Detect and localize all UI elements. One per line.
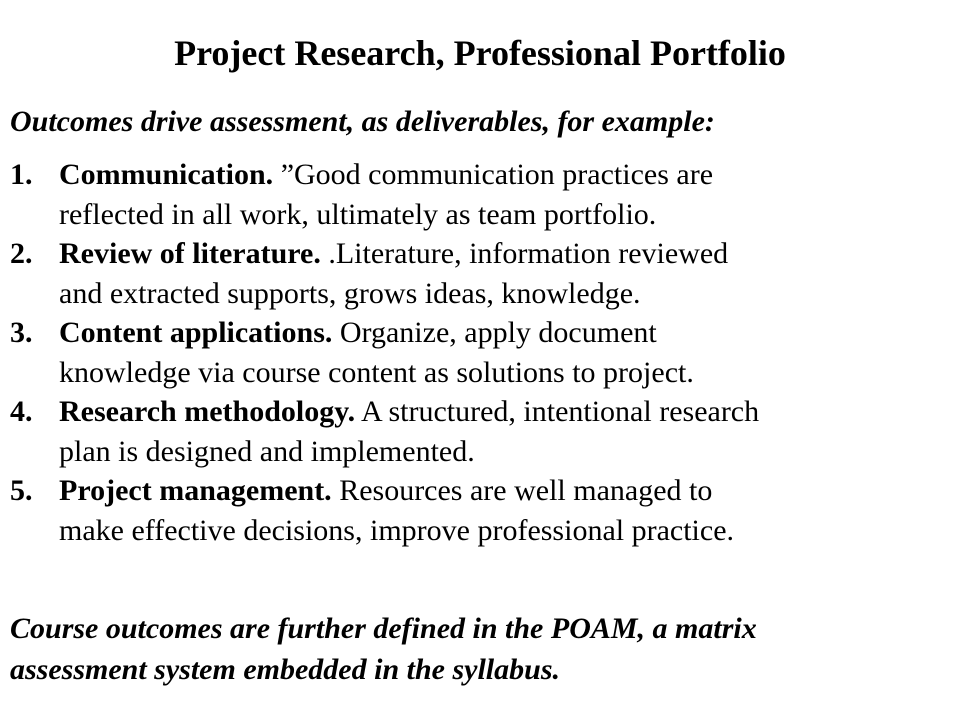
outcome-label: Research methodology. <box>59 395 356 428</box>
outcome-number: 4. <box>10 395 33 428</box>
outcome-text-line1: .Literature, information reviewed <box>320 237 729 270</box>
outcome-label: Communication. <box>59 158 274 191</box>
outcome-item-research-methodology <box>10 392 950 471</box>
outcome-item-project-management <box>10 471 950 550</box>
slide-title: Project Research, Professional Portfolio <box>174 33 786 73</box>
outro-line1: Course outcomes are further defined in the POAM, a matrix <box>10 612 757 645</box>
outcome-label: Review of literature. <box>59 237 321 270</box>
intro-text: Outcomes drive assessment, as deliverables, for example: <box>10 105 715 138</box>
outcome-text-line1: Resources are well managed to <box>331 474 713 507</box>
outcome-number: 3. <box>10 316 33 349</box>
outcome-text-line1: A structured, intentional research <box>355 395 760 428</box>
outcome-label: Content applications. <box>59 316 333 349</box>
outcome-text-line2: and extracted supports, grows ideas, knowledge. <box>59 276 641 310</box>
outcomes-list <box>10 155 950 550</box>
outcome-number: 2. <box>10 237 33 270</box>
outcome-number: 1. <box>10 158 33 191</box>
outcome-text-line2: reflected in all work, ultimately as team portfolio. <box>59 197 657 231</box>
outcome-item-content-applications <box>10 313 950 392</box>
outro-line2: assessment system embedded in the syllabus. <box>10 653 560 686</box>
outcome-text-line1: ”Good communication practices are <box>273 158 714 191</box>
outcome-label: Project management. <box>59 474 332 507</box>
outcome-item-communication <box>10 155 950 234</box>
outcome-item-review-of-literature <box>10 234 950 313</box>
outcome-text-line2: make effective decisions, improve professional practice. <box>59 513 735 547</box>
outcome-text-line1: Organize, apply document <box>332 316 657 349</box>
outcome-number: 5. <box>10 474 33 507</box>
outro-text <box>10 608 950 690</box>
outcome-text-line2: knowledge via course content as solutions to project. <box>59 355 694 389</box>
outcome-text-line2: plan is designed and implemented. <box>59 434 475 468</box>
